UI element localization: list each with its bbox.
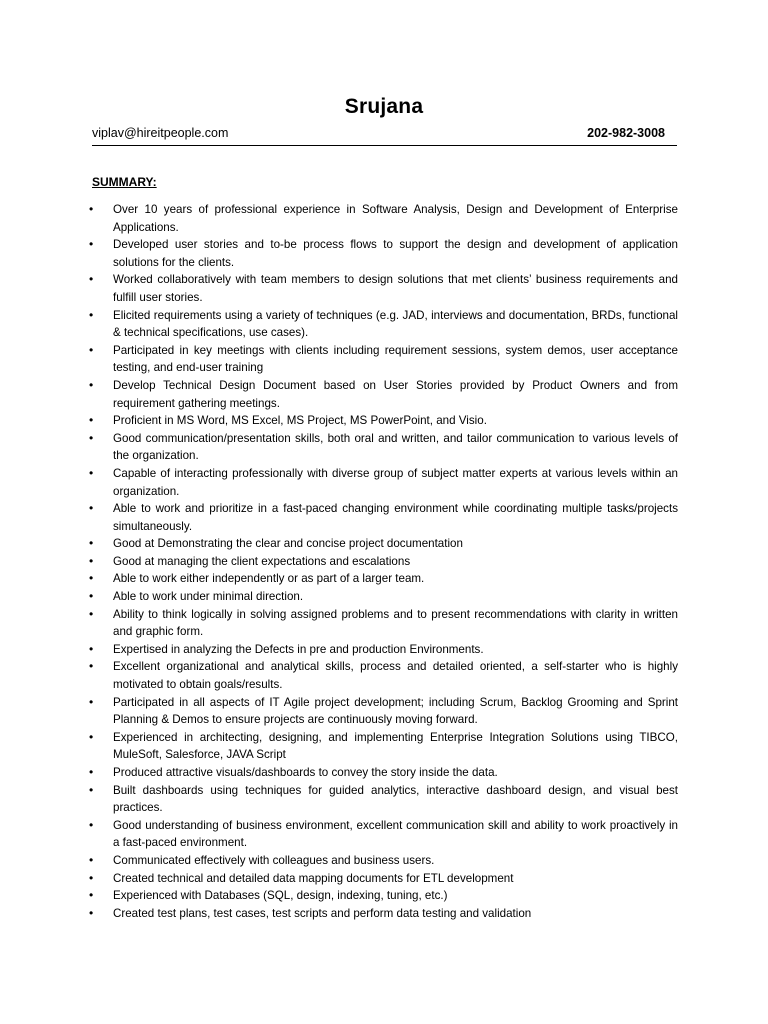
summary-item: • Able to work and prioritize in a fast-paced changing environment while coordinating multiple tasks/projects simultaneously.: [92, 500, 678, 535]
phone-text: 202-982-3008: [587, 126, 665, 140]
summary-item: • Capable of interacting professionally with diverse group of subject matter experts at various levels within an organization.: [92, 465, 678, 500]
candidate-name: Srujana: [344, 95, 424, 118]
summary-item: • Excellent organizational and analytical skills, process and detailed oriented, a self-starter who is highly motivated to obtain goals/results.: [92, 658, 678, 693]
summary-item: • Experienced with Databases (SQL, design, indexing, tuning, etc.): [92, 887, 678, 905]
contact-row: [92, 126, 677, 146]
summary-item: • Produced attractive visuals/dashboards to convey the story inside the data.: [92, 764, 678, 782]
summary-item: • Created test plans, test cases, test scripts and perform data testing and validation: [92, 905, 678, 923]
summary-item: • Participated in key meetings with clients including requirement sessions, system demos, user acceptance testing, and end-user training: [92, 342, 678, 377]
summary-item: • Good communication/presentation skills, both oral and written, and tailor communication to various levels of the organization.: [92, 430, 678, 465]
summary-item: • Good at managing the client expectations and escalations: [92, 553, 678, 571]
summary-item: • Created technical and detailed data mapping documents for ETL development: [92, 870, 678, 888]
summary-item: • Proficient in MS Word, MS Excel, MS Project, MS PowerPoint, and Visio.: [92, 412, 678, 430]
summary-item: • Good at Demonstrating the clear and concise project documentation: [92, 535, 678, 553]
summary-item: • Communicated effectively with colleagues and business users.: [92, 852, 678, 870]
summary-item: • Elicited requirements using a variety of techniques (e.g. JAD, interviews and documentation, BRDs, functional & technical specifications, use cases).: [92, 307, 678, 342]
summary-item: • Built dashboards using techniques for guided analytics, interactive dashboard design, and visual best practices.: [92, 782, 678, 817]
summary-item: • Ability to think logically in solving assigned problems and to present recommendations with clarity in written and graphic form.: [92, 606, 678, 641]
summary-item: • Expertised in analyzing the Defects in pre and production Environments.: [92, 641, 678, 659]
summary-list: [92, 201, 678, 922]
summary-item: • Developed user stories and to-be process flows to support the design and development of application solutions for the clients.: [92, 236, 678, 271]
summary-item: • Over 10 years of professional experience in Software Analysis, Design and Development of Enterprise Applications.: [92, 201, 678, 236]
summary-item: • Participated in all aspects of IT Agile project development; including Scrum, Backlog Grooming and Sprint Planning & Demos to ensure projects are continuously moving forward.: [92, 694, 678, 729]
summary-item: • Able to work under minimal direction.: [92, 588, 678, 606]
summary-item: • Worked collaboratively with team members to design solutions that met clients’ business requirements and fulfill user stories.: [92, 271, 678, 306]
summary-item: • Experienced in architecting, designing, and implementing Enterprise Integration Solutions using TIBCO, MuleSoft, Salesforce, JAVA Script: [92, 729, 678, 764]
summary-item: • Able to work either independently or as part of a larger team.: [92, 570, 678, 588]
summary-heading: SUMMARY:: [92, 175, 157, 189]
email-text: viplav@hireitpeople.com: [92, 126, 229, 140]
summary-item: • Good understanding of business environment, excellent communication skill and ability to work proactively in a fast-paced environment.: [92, 817, 678, 852]
summary-item: • Develop Technical Design Document based on User Stories provided by Product Owners and from requirement gathering meetings.: [92, 377, 678, 412]
